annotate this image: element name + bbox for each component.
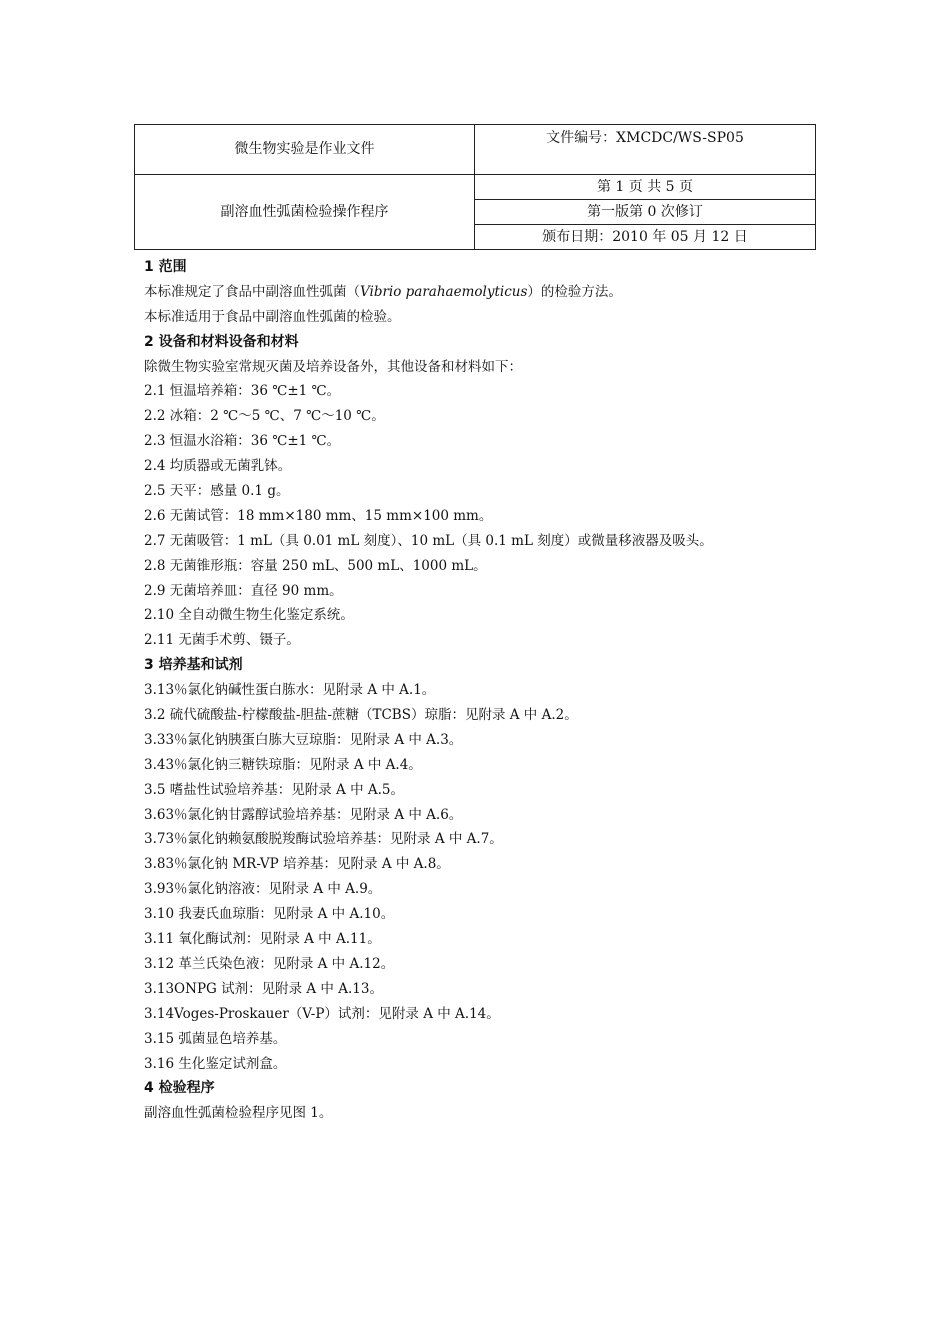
list-item: 3.63％氯化钠甘露醇试验培养基：见附录 A 中 A.6。	[144, 806, 463, 823]
list-item: 2.4 均质器或无菌乳钵。	[144, 458, 292, 475]
list-item: 2.8 无菌锥形瓶：容量 250 mL、500 mL、1000 mL。	[144, 557, 487, 574]
list-item: 2.6 无菌试管：18 mm×180 mm、15 mm×100 mm。	[144, 507, 493, 524]
list-item: 3.73％氯化钠赖氨酸脱羧酶试验培养基：见附录 A 中 A.7。	[144, 831, 503, 848]
list-item: 3.13％氯化钠碱性蛋白胨水：见附录 A 中 A.1。	[144, 682, 436, 699]
list-item: 3.83％氯化钠 MR-VP 培养基：见附录 A 中 A.8。	[144, 856, 450, 873]
org-doc-cell: 微生物实验是作业文件	[135, 125, 475, 175]
page-info-cell: 第 1 页 共 5 页	[475, 175, 816, 200]
list-item: 2.7 无菌吸管：1 mL（具 0.01 mL 刻度）、10 mL（具 0.1 mL 刻度）或微量移液器及吸头。	[144, 532, 713, 549]
list-item: 3.10 我妻氏血琼脂：见附录 A 中 A.10。	[144, 906, 395, 923]
section-heading-media-reagents: 3 培养基和试剂	[144, 657, 243, 674]
edition-cell: 第一版第 0 次修订	[475, 200, 816, 225]
list-item: 2.9 无菌培养皿：直径 90 mm。	[144, 582, 343, 599]
list-item: 3.16 生化鉴定试剂盒。	[144, 1055, 287, 1072]
section-heading-scope: 1 范围	[144, 259, 187, 275]
list-item: 3.15 弧菌显色培养基。	[144, 1030, 287, 1047]
list-item: 2.3 恒温水浴箱：36 ℃±1 ℃。	[144, 433, 341, 450]
list-item: 3.43％氯化钠三糖铁琼脂：见附录 A 中 A.4。	[144, 756, 422, 773]
section-heading-equipment: 2 设备和材料设备和材料	[144, 333, 299, 350]
list-item: 3.2 硫代硫酸盐-柠檬酸盐-胆盐-蔗糖（TCBS）琼脂：见附录 A 中 A.2。	[144, 707, 578, 724]
list-item: 2.10 全自动微生物生化鉴定系统。	[144, 607, 354, 624]
section-heading-procedure: 4 检验程序	[144, 1080, 215, 1097]
issue-date-cell: 颁布日期：2010 年 05 月 12 日	[475, 225, 816, 250]
list-item: 2.1 恒温培养箱：36 ℃±1 ℃。	[144, 383, 341, 400]
document-body	[144, 255, 814, 1126]
list-item: 2.5 天平：感量 0.1 g。	[144, 483, 290, 500]
list-item: 2.11 无菌手术剪、镊子。	[144, 632, 300, 649]
paragraph-line: 除微生物实验室常规灭菌及培养设备外，其他设备和材料如下：	[144, 358, 522, 375]
list-item: 3.12 革兰氏染色液：见附录 A 中 A.12。	[144, 955, 395, 972]
list-item: 3.11 氧化酶试剂：见附录 A 中 A.11。	[144, 931, 381, 948]
paragraph-line: 副溶血性弧菌检验程序见图 1。	[144, 1105, 333, 1122]
list-item: 3.5 嗜盐性试验培养基：见附录 A 中 A.5。	[144, 781, 405, 798]
list-item: 3.33％氯化钠胰蛋白胨大豆琼脂：见附录 A 中 A.3。	[144, 731, 463, 748]
document-header-table	[134, 124, 816, 250]
list-item: 2.2 冰箱：2 ℃～5 ℃、7 ℃～10 ℃。	[144, 408, 385, 425]
paragraph-line: 本标准适用于食品中副溶血性弧菌的检验。	[144, 308, 401, 325]
list-item: 3.14Voges-Proskauer（V-P）试剂：见附录 A 中 A.14。	[144, 1005, 500, 1022]
doc-number-cell: 文件编号：XMCDC/WS-SP05	[475, 125, 816, 175]
procedure-title-cell: 副溶血性弧菌检验操作程序	[135, 175, 475, 250]
text-segment: 本标准规定了食品中副溶血性弧菌（	[144, 283, 360, 300]
list-item: 3.93％氯化钠溶液：见附录 A 中 A.9。	[144, 881, 382, 898]
species-name-italic: Vibrio parahaemolyticus	[360, 283, 528, 300]
list-item: 3.13ONPG 试剂：见附录 A 中 A.13。	[144, 980, 383, 997]
text-segment: ）的检验方法。	[527, 283, 622, 300]
paragraph-line	[144, 280, 814, 305]
